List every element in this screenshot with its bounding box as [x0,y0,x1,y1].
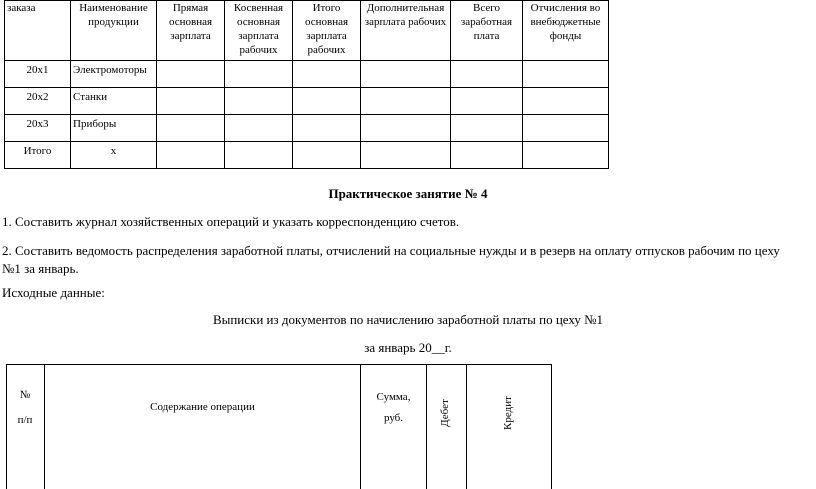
source-data-label: Исходные данные: [2,285,105,300]
header-content: Содержание операции [150,401,255,413]
table-row [5,61,609,88]
header-debit: Дебет [439,399,451,427]
header-total-main-salary: Итого основная зарплата рабочих [293,1,361,61]
row-code: Итого [5,142,71,169]
task-2-line-2: №1 за январь. [2,261,79,276]
section-title: Практическое занятие № 4 [328,186,488,201]
table-header-row [5,1,609,61]
header-credit: Кредит [502,396,514,430]
header-sum: Сумма, [376,391,411,403]
row-code: 20х3 [5,115,71,142]
header-direct-salary: Прямая основная зарплата [157,1,225,61]
extract-period: за январь 20__г. [364,340,452,355]
table-row [5,115,609,142]
table-row [5,88,609,115]
operations-table [6,364,552,489]
header-order: заказа [5,1,71,61]
header-offbudget-funds: Отчисления во внебюджетные фонды [523,1,609,61]
task-2-line-1: 2. Составить ведомость распределения заработной платы, отчислений на социальные нужды и в резерв на оплату отпусков рабочим по цеху [2,243,780,258]
header-additional-salary: Дополнительная зарплата рабочих [361,1,451,61]
table-row [5,142,609,169]
salary-summary-table [4,0,609,169]
row-code: 20х2 [5,88,71,115]
row-code: 20х1 [5,61,71,88]
extract-title: Выписки из документов по начислению заработной платы по цеху №1 [212,312,604,327]
row-product: Станки [71,88,157,115]
header-sum-unit: руб. [383,412,404,424]
row-product: х [71,142,157,169]
header-total-salary: Всего заработная плата [451,1,523,61]
header-number-pp: п/п [17,414,33,426]
task-1: 1. Составить журнал хозяйственных операций и указать корреспонденцию счетов. [2,214,460,229]
row-product: Электромоторы [71,61,157,88]
header-indirect-salary: Косвенная основная зарплата рабочих [225,1,293,61]
row-product: Приборы [71,115,157,142]
header-product: Наименование продукции [71,1,157,61]
header-number: № [19,389,31,401]
